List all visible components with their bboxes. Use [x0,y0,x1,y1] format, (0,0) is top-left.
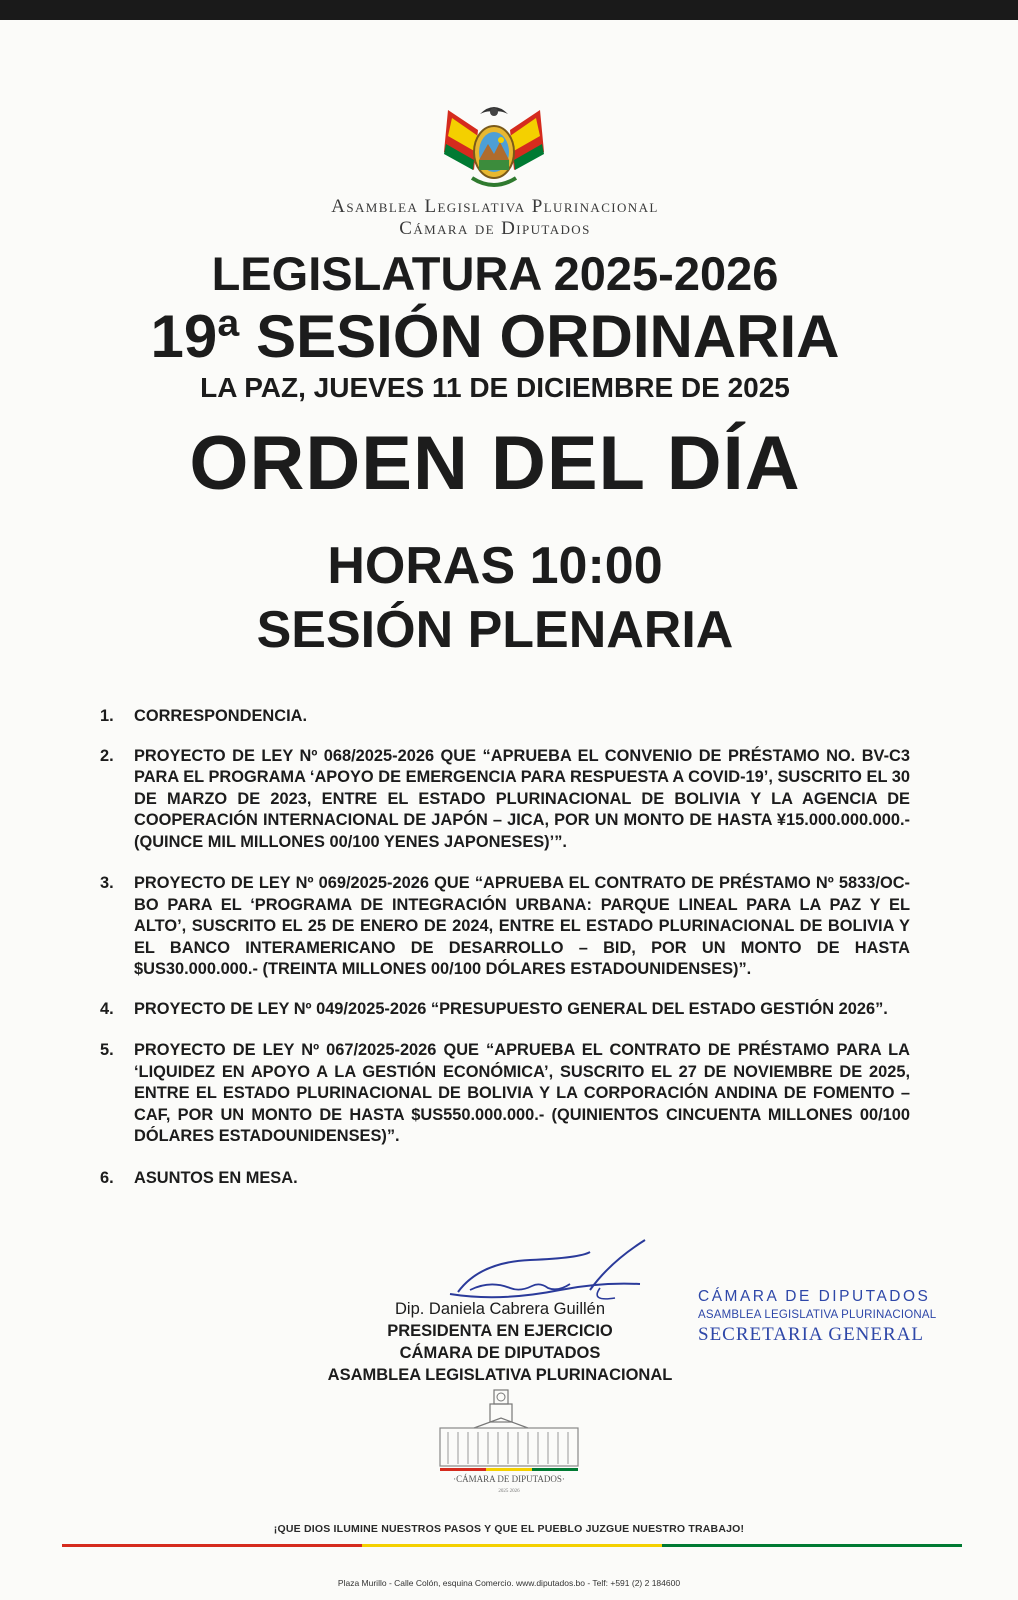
agenda-item-number: 6. [100,1168,114,1187]
logo-label: ·CÁMARA DE DIPUTADOS· [453,1474,565,1484]
signer-role: PRESIDENTA EN EJERCICIO [387,1322,613,1340]
agenda-item [100,746,910,854]
agenda-item-text: PROYECTO DE LEY Nº 069/2025-2026 QUE “APRUEBA EL CONTRATO DE PRÉSTAMO Nº 5833/OC-BO PARA EL ‘PROGRAMA DE INTEGRACIÓN URBANA: PARQUE LINEAL PARA LA PAZ Y EL ALTO’, SUSCRITO EL 25 DE ENERO DE 2024, ENTRE EL ESTADO PLURINACIONAL DE BOLIVIA Y EL BANCO INTERAMERICANO DE DESARROLLO – BID, POR UN MONTO DE HASTA $US30.000.000.- (TREINTA MILLONES 00/100 DÓLARES ESTADOUNIDENSES)”. [134,874,910,978]
signer-name: Dip. Daniela Cabrera Guillén [394,1300,606,1318]
agenda-list [100,706,910,1189]
secretaria-stamp [698,1288,948,1346]
institution-name: Asamblea Legislativa Plurinacional [331,196,659,217]
session-time: HORAS 10:00 [327,537,663,595]
page-title: ORDEN DEL DÍA [189,421,801,506]
signer-assembly: ASAMBLEA LEGISLATIVA PLURINACIONAL [327,1366,673,1384]
place-date: LA PAZ, JUEVES 11 DE DICIEMBRE DE 2025 [200,372,790,403]
agenda-item-text: PROYECTO DE LEY Nº 068/2025-2026 QUE “APRUEBA EL CONVENIO DE PRÉSTAMO NO. BV-C3 PARA EL PROGRAMA ‘APOYO DE EMERGENCIA PARA RESPUESTA A COVID-19’, SUSCRITO EL 30 DE MARZO DE 2023, ENTRE EL ESTADO PLURINACIONAL DE BOLIVIA Y LA AGENCIA DE COOPERACIÓN INTERNACIONAL DE JAPÓN – JICA, POR UN MONTO DE HASTA ¥15.000.000.000.- (QUINCE MIL MILLONES 00/100 YENES JAPONESES)’”. [134,746,910,851]
legislatura-title: LEGISLATURA 2025-2026 [211,247,779,300]
agenda-item-text: PROYECTO DE LEY Nº 067/2025-2026 QUE “APRUEBA EL CONTRATO DE PRÉSTAMO PARA LA ‘LIQUIDEZ EN APOYO A LA GESTIÓN ECONÓMICA’, SUSCRITO EL 27 DE NOVIEMBRE DE 2025, ENTRE EL ESTADO PLURINACIONAL DE BOLIVIA Y LA CORPORACIÓN ANDINA DE FOMENTO – CAF, POR UN MONTO DE HASTA $US550.000.000.- (QUINIENTOS CINCUENTA MILLONES 00/100 DÓLARES ESTADOUNIDENSES)”. [134,1041,910,1145]
agenda-item-text: CORRESPONDENCIA. [134,707,308,725]
signer-chamber: CÁMARA DE DIPUTADOS [399,1344,601,1362]
agenda-item-text: PROYECTO DE LEY Nº 049/2025-2026 “PRESUPUESTO GENERAL DEL ESTADO GESTIÓN 2026”. [134,999,888,1018]
agenda-item-number: 5. [100,1041,114,1059]
agenda-item-number: 4. [100,999,114,1018]
stamp-line-1: CÁMARA DE DIPUTADOS [698,1288,931,1305]
motto: ¡QUE DIOS ILUMINE NUESTROS PASOS Y QUE EL PUEBLO JUZGUE NUESTRO TRABAJO! [273,1523,745,1535]
session-type: SESIÓN PLENARIA [256,601,734,659]
bolivia-coat-of-arms-icon [438,100,550,192]
chamber-building-logo [434,1388,584,1498]
agenda-item [100,999,910,1021]
logo-years: 2025 2026 [498,1489,520,1494]
agenda-item [100,706,910,728]
agenda-item-number: 3. [100,874,114,892]
agenda-item-text: ASUNTOS EN MESA. [134,1168,298,1187]
agenda-item [100,873,910,981]
tricolor-divider [62,1544,962,1547]
footer-address: Plaza Murillo - Calle Colón, esquina Comercio. www.diputados.bo - Telf: +591 (2) 2 184600 [337,1578,681,1588]
agenda-item-number: 1. [100,707,114,725]
agenda-item [100,1168,910,1190]
document-page [0,20,1018,1600]
stamp-line-2: ASAMBLEA LEGISLATIVA PLURINACIONAL [698,1309,937,1321]
session-title: 19ª SESIÓN ORDINARIA [150,303,840,370]
chamber-name: Cámara de Diputados [399,218,591,239]
agenda-item-number: 2. [100,746,114,765]
agenda-item [100,1040,910,1148]
stamp-line-3: SECRETARIA GENERAL [698,1324,925,1345]
